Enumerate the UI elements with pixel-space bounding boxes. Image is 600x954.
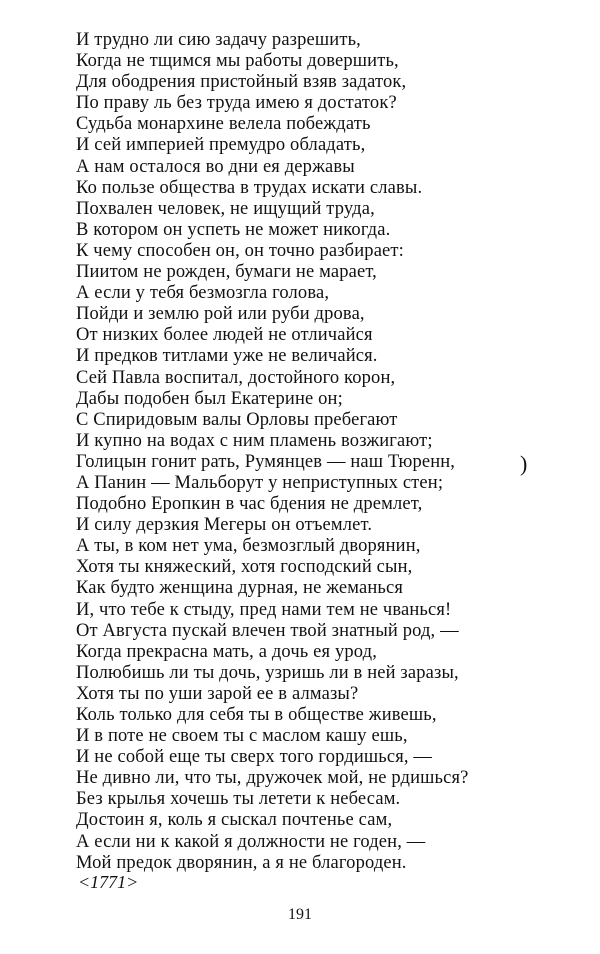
poem-line: И, что тебе к стыду, пред нами тем не чванься! [76, 599, 452, 620]
poem-line: К чему способен он, он точно разбирает: [76, 240, 404, 261]
poem-line: И купно на водах с ним пламень возжигают; [76, 430, 433, 451]
poem-line: А если у тебя безмозгла голова, [76, 283, 330, 304]
poem-text [76, 30, 576, 874]
poem-line: А если ни к какой я должности не годен, — [76, 831, 426, 852]
poem-line: И предков титлами уже не величайся. [76, 346, 378, 367]
poem-line: Без крылья хочешь ты летети к небесам. [76, 789, 401, 810]
poem-line: Мой предок дворянин, а я не благороден. [76, 852, 407, 873]
poem-line: И сей империей премудро обладать, [76, 135, 366, 156]
poem-line: Полюбишь ли ты дочь, узришь ли в ней заразы, [76, 662, 459, 683]
poem-line: Хотя ты княжеский, хотя господский сын, [76, 557, 413, 578]
poem-line: А Панин — Мальборут у неприступных стен; [76, 472, 444, 493]
poem-line: Пойди и землю рой или руби дрова, [76, 304, 365, 325]
margin-mark: ) [520, 451, 528, 476]
poem-line: Коль только для себя ты в обществе живешь, [76, 705, 437, 725]
poem-line: Когда прекрасна мать, а дочь ея урод, [76, 641, 377, 662]
poem-line: А ты, в ком нет ума, безмозглый дворянин, [76, 536, 421, 557]
poem-line: От низких более людей не отличайся [76, 325, 373, 346]
poem-line: Сей Павла воспитал, достойного корон, [76, 367, 396, 388]
poem-line: Хотя ты по уши зарой ее в алмазы? [76, 683, 359, 704]
poem-line: Судьба монархине велела побеждать [76, 114, 371, 135]
poem-line: Не дивно ли, что ты, дружочек мой, не рдишься? [76, 768, 469, 789]
poem-line: От Августа пускай влечен твой знатный род, — [76, 620, 459, 641]
poem-line: Для ободрения пристойный взяв задаток, [76, 72, 407, 93]
poem-line: Голицын гонит рать, Румянцев — наш Тюренн, [76, 451, 456, 472]
poem-line: Как будто женщина дурная, не жеманься [76, 578, 404, 599]
poem-line: Похвален человек, не ищущий труда, [76, 198, 375, 219]
poem-line: Дабы подобен был Екатерине он; [76, 388, 343, 409]
poem-line: И не собой еще ты сверх того гордишься, — [76, 747, 433, 768]
poem-line: А нам осталося во дни ея державы [76, 156, 355, 177]
poem-line: Пиитом не рожден, бумаги не марает, [76, 262, 377, 283]
poem-line: По праву ль без труда имею я достаток? [76, 93, 397, 114]
poem-line: Подобно Еропкин в час бдения не дремлет, [76, 494, 423, 515]
poem-line: Ко пользе общества в трудах искати славы. [76, 177, 423, 198]
poem-date: <1771> [78, 872, 139, 892]
poem-line: И силу дерзкия Мегеры он отъемлет. [76, 515, 373, 536]
poem-line: В котором он успеть не может никогда. [76, 219, 391, 240]
poem-line: И трудно ли сию задачу разрешить, [76, 30, 361, 50]
poem-line: Достоин я, коль я сыскал почтенье сам, [76, 810, 393, 831]
poem-line: И в поте не своем ты с маслом кашу ешь, [76, 726, 408, 747]
poem-line: Когда не тщимся мы работы довершить, [76, 51, 399, 72]
page-number: 191 [288, 906, 312, 923]
poem-line: С Спиридовым валы Орловы пребегают [76, 409, 398, 430]
